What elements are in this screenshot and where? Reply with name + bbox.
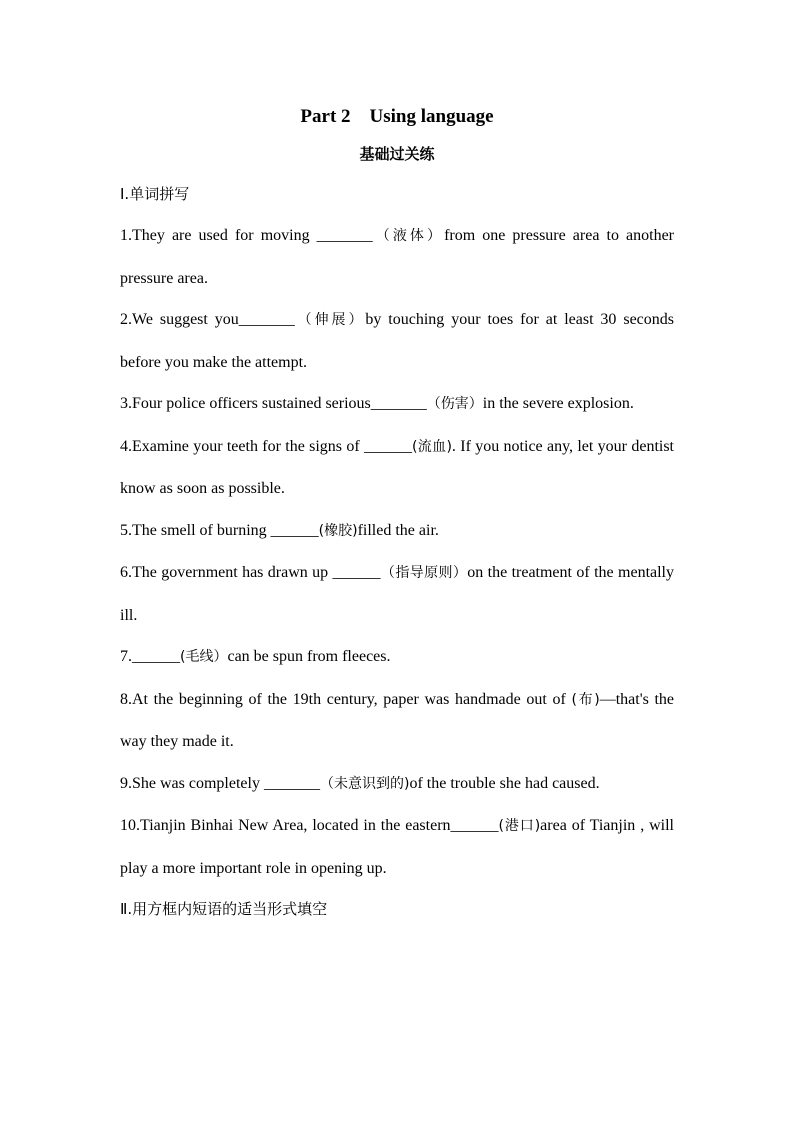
page-subtitle: 基础过关练 [359,145,435,163]
question-text: 6.The government has drawn up ______ [120,564,381,581]
question-text: on the treatment of the mentally ill. [120,564,675,624]
chinese-hint: （液体） [372,228,445,244]
chinese-hint: (流血) [412,438,452,455]
question-6 [120,552,674,636]
question-text: 5.The smell of burning ______ [120,521,319,539]
question-text: 7.______ [120,648,180,665]
chinese-hint: （伸展） [294,312,366,328]
question-text: of the trouble she had caused. [409,774,600,792]
chinese-hint: (橡胶) [318,522,358,539]
question-text: 4.Examine your teeth for the signs of ______ [120,437,413,455]
question-4 [120,426,674,510]
page-title: Part 2 Using language [300,106,494,127]
question-text: 10.Tianjin Binhai New Area, located in the eastern______ [120,817,499,834]
document-page [120,100,674,930]
chinese-hint: (毛线） [180,649,228,665]
question-text: from one pressure area to another pressure area. [120,227,675,287]
question-text: . If you notice any, let your dentist know as soon as possible. [120,437,675,497]
chinese-hint: (布) [571,691,600,708]
section-heading-1: Ⅰ.单词拼写 [120,185,190,203]
question-10 [120,805,674,889]
question-5 [120,510,674,553]
section-heading-2: Ⅱ.用方框内短语的适当形式填空 [120,900,328,918]
question-text: area of Tianjin , will play a more important role in opening up. [120,817,674,877]
question-text: by touching your toes for at least 30 seconds before you make the attempt. [120,311,675,371]
question-text: filled the air. [357,521,439,539]
question-1 [120,215,674,299]
chinese-hint: （未意识到的) [319,775,410,792]
question-text: 8.At the beginning of the 19th century, paper was handmade out of [120,690,572,708]
question-9 [120,763,674,806]
question-text: 1.They are used for moving _______ [120,227,373,244]
chinese-hint: (港口) [498,818,541,834]
question-2 [120,299,674,383]
question-text: 3.Four police officers sustained serious_______ [120,395,427,412]
question-8 [120,679,674,763]
question-7 [120,636,674,679]
question-text: 9.She was completely _______ [120,774,320,792]
question-text: can be spun from fleeces. [227,648,391,665]
question-text: —that's the way they made it. [120,690,674,750]
chinese-hint: （伤害） [426,396,483,412]
chinese-hint: （指导原则） [380,565,468,581]
question-text: in the severe explosion. [482,395,634,412]
question-text: 2.We suggest you_______ [120,311,295,328]
question-3 [120,383,674,426]
